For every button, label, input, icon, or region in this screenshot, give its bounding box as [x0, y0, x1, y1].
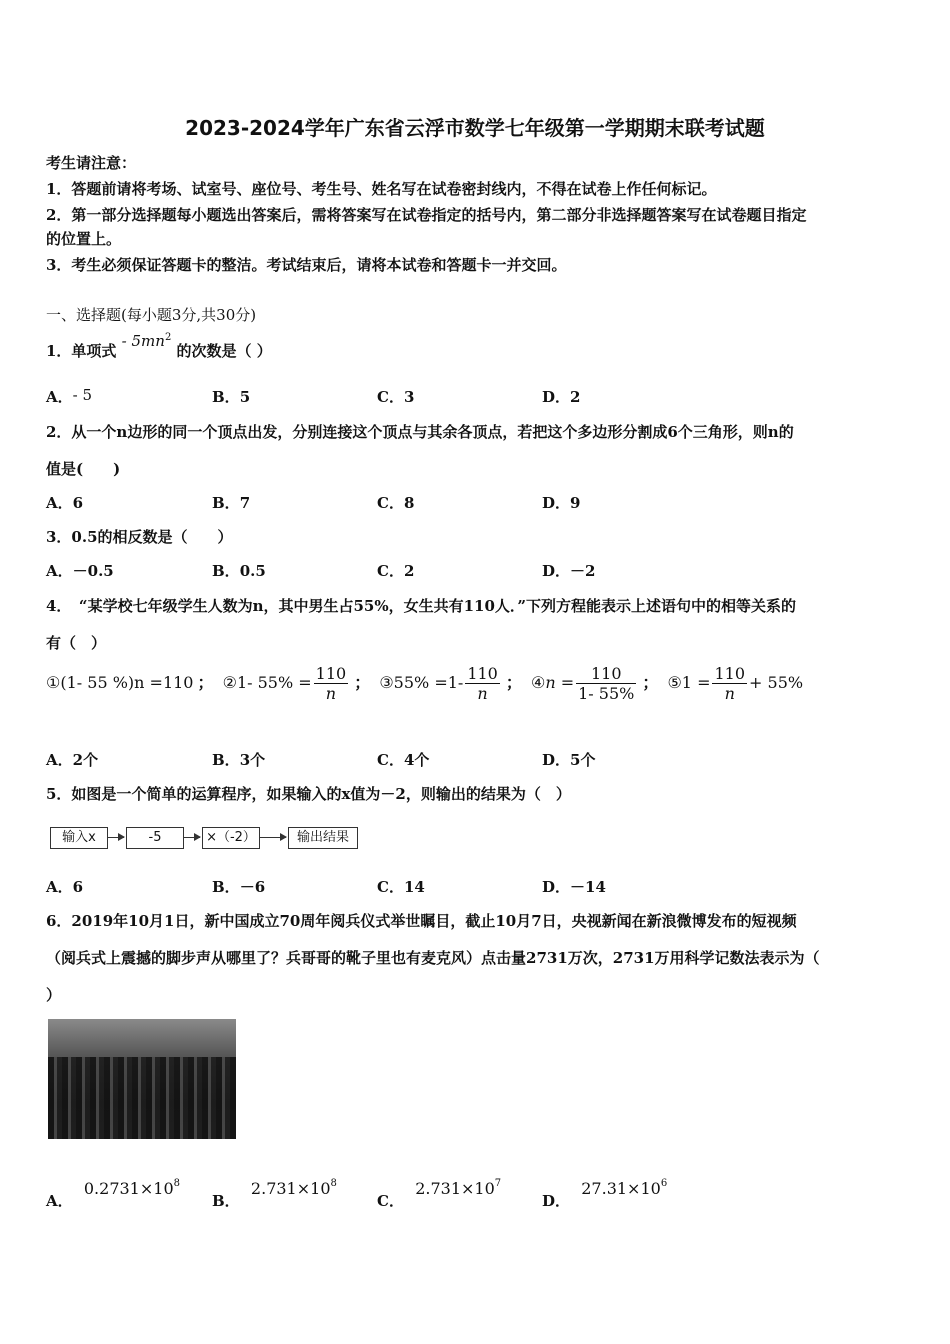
q4-choice-d[interactable] — [542, 749, 595, 770]
choice-value: 6 — [72, 494, 84, 512]
choice-label: A． — [46, 388, 73, 406]
choice-exponent: 7 — [494, 1178, 502, 1189]
choice-value: －2 — [570, 562, 596, 580]
q4-choice-b[interactable] — [212, 749, 265, 770]
fraction-numerator: 110 — [576, 664, 636, 684]
flow-step-1-box: -5 — [126, 827, 184, 849]
choice-value: 7 — [239, 494, 251, 512]
choice-label: A． — [46, 1192, 73, 1210]
choice-label: D． — [542, 388, 571, 406]
separator: ； — [505, 673, 522, 692]
choice-label: B． — [212, 751, 240, 769]
choice-label: C． — [377, 388, 404, 406]
choice-exponent: 8 — [173, 1178, 180, 1189]
q4-equations — [46, 664, 803, 703]
q3-choice-d[interactable] — [542, 560, 595, 581]
choice-value: 3个 — [239, 751, 266, 769]
choice-value: －0.5 — [72, 562, 114, 580]
choice-value: 6 — [72, 878, 84, 896]
choice-base: 27.31×10 — [581, 1179, 661, 1198]
choice-value: 9 — [570, 494, 581, 512]
q2-choice-a[interactable] — [46, 492, 83, 513]
parade-photo — [48, 1019, 236, 1139]
separator: ； — [354, 673, 371, 692]
question-5: 5．如图是一个简单的运算程序，如果输入的x值为－2，则输出的结果为（ ） — [46, 785, 571, 803]
q1-prefix: 1．单项式 — [46, 342, 117, 360]
choice-base: 2.731×10 — [250, 1179, 331, 1198]
flow-step-2-box: ×（-2） — [202, 827, 260, 849]
q3-choice-b[interactable] — [212, 560, 266, 581]
choice-exponent: 6 — [660, 1178, 668, 1189]
flow-output-box: 输出结果 — [288, 827, 358, 849]
eq2-marker: ② — [222, 673, 237, 692]
equation-4-left: n = — [545, 673, 575, 692]
eq3-marker: ③ — [379, 673, 394, 692]
q1-choice-c[interactable] — [377, 386, 414, 407]
choice-label: A． — [46, 562, 73, 580]
choice-label: D． — [542, 878, 571, 896]
q3-choice-c[interactable] — [377, 560, 414, 581]
q1-choice-b[interactable] — [212, 386, 250, 407]
q2-choice-c[interactable] — [377, 492, 414, 513]
q1-choice-d[interactable] — [542, 386, 580, 407]
choice-label: B． — [212, 388, 240, 406]
choice-base: 2.731×10 — [415, 1179, 495, 1198]
q2-choice-b[interactable] — [212, 492, 250, 513]
q1-suffix: 的次数是（ ） — [176, 342, 272, 360]
flow-input-box: 输入x — [50, 827, 108, 849]
equation-1: (1- 55 %)n =110 — [60, 673, 194, 692]
choice-label: A． — [46, 878, 73, 896]
choice-value: 2个 — [72, 751, 99, 769]
flow-arrow-icon — [108, 837, 124, 838]
eq5-marker: ⑤ — [667, 673, 682, 692]
equation-3-left: 55% =1- — [393, 673, 464, 692]
choice-value: 4个 — [403, 751, 430, 769]
choice-label: D． — [542, 1192, 571, 1210]
eq4-marker: ④ — [530, 673, 546, 692]
q1-expression: - 5mn — [121, 332, 165, 350]
q6-choice-d[interactable] — [542, 1178, 668, 1210]
fraction-numerator: 110 — [714, 664, 746, 683]
equation-2-fraction — [314, 664, 349, 703]
flow-arrow-icon — [184, 837, 200, 838]
equation-4-fraction — [576, 664, 636, 703]
equation-2-left: 1- 55% = — [236, 673, 312, 692]
choice-label: C． — [377, 562, 404, 580]
photo-sky — [48, 1019, 236, 1057]
question-2-line-1: 2．从一个n边形的同一个顶点出发，分别连接这个顶点与其余各顶点，若把这个多边形分割成6个三角形，则n的 — [46, 423, 794, 441]
question-6-line-3: ） — [46, 986, 62, 1004]
choice-value: - 5 — [72, 386, 93, 404]
choice-value: 5个 — [570, 751, 596, 769]
question-6-line-2: （阅兵式上震撼的脚步声从哪里了？兵哥哥的靴子里也有麦克风）点击量2731万次，2731万用科学记数法表示为（ — [46, 949, 820, 967]
q5-choice-d[interactable] — [542, 876, 606, 897]
choice-label: D． — [542, 494, 571, 512]
choice-value: －6 — [239, 878, 266, 896]
choice-value: 14 — [403, 878, 425, 896]
choice-label: B． — [212, 1192, 240, 1210]
fraction-denominator: 1- 55% — [578, 684, 635, 703]
choice-value: 8 — [403, 494, 415, 512]
fraction-numerator: 110 — [315, 664, 347, 683]
question-1 — [46, 332, 272, 361]
choice-label: D． — [542, 751, 571, 769]
q2-choice-d[interactable] — [542, 492, 580, 513]
fraction-numerator: 110 — [467, 664, 498, 683]
fraction-denominator: n — [325, 684, 337, 703]
q4-choice-a[interactable] — [46, 749, 98, 770]
notice-item-2-cont: 的位置上。 — [46, 230, 122, 248]
choice-value: 0.5 — [239, 562, 266, 580]
photo-soldiers — [48, 1057, 236, 1139]
choice-base: 0.2731×10 — [83, 1179, 174, 1198]
choice-value: 2 — [403, 562, 415, 580]
equation-5-left: 1 = — [681, 673, 711, 692]
q1-exponent: 2 — [164, 332, 172, 343]
choice-label: C． — [377, 494, 404, 512]
equation-3-fraction — [465, 664, 500, 703]
notice-item-2: 2．第一部分选择题每小题选出答案后，需将答案写在试卷指定的括号内，第二部分非选择题答案写在试卷题目指定 — [46, 206, 807, 224]
choice-exponent: 8 — [330, 1178, 337, 1189]
question-4-line-1: 4． “某学校七年级学生人数为n，其中男生占55%，女生共有110人．”下列方程能表示上述语句中的相等关系的 — [46, 597, 797, 615]
q6-choice-c[interactable] — [377, 1178, 502, 1210]
choice-label: B． — [212, 562, 240, 580]
choice-label: B． — [212, 494, 240, 512]
separator: ； — [197, 673, 214, 692]
q6-choice-b[interactable] — [212, 1178, 337, 1210]
choice-value: 5 — [239, 388, 251, 406]
question-2-line-2: 值是( ) — [46, 460, 121, 478]
choice-value: 2 — [570, 388, 581, 406]
eq1-marker: ① — [46, 673, 61, 692]
equation-5-right: + 55% — [749, 673, 804, 692]
q5-choice-a[interactable] — [46, 876, 83, 897]
choice-value: 3 — [403, 388, 415, 406]
choice-value: －14 — [570, 878, 606, 896]
q1-choice-a[interactable] — [46, 386, 92, 407]
q5-choice-c[interactable] — [377, 876, 425, 897]
q6-choice-a[interactable] — [46, 1178, 180, 1210]
equation-5-fraction — [712, 664, 747, 703]
notice-heading: 考生请注意： — [46, 154, 137, 172]
fraction-denominator: n — [724, 684, 735, 703]
fraction-denominator: n — [477, 684, 488, 703]
question-3: 3．0.5的相反数是（ ） — [46, 528, 233, 546]
choice-label: C． — [377, 1192, 404, 1210]
choice-label: C． — [377, 878, 404, 896]
page-title: 2023-2024学年广东省云浮市数学七年级第一学期期末联考试题 — [185, 116, 765, 140]
choice-label: C． — [377, 751, 404, 769]
question-6-line-1: 6．2019年10月1日，新中国成立70周年阅兵仪式举世瞩目，截止10月7日，央视新闻在新浪微博发布的短视频 — [46, 912, 797, 930]
choice-label: B． — [212, 878, 240, 896]
notice-item-1: 1．答题前请将考场、试室号、座位号、考生号、姓名写在试卷密封线内，不得在试卷上作任何标记。 — [46, 180, 717, 198]
section-heading: 一、选择题(每小题3分,共30分) — [46, 306, 257, 324]
notice-item-3: 3．考生必须保证答题卡的整洁。考试结束后，请将本试卷和答题卡一并交回。 — [46, 256, 567, 274]
question-4-line-2: 有（ ） — [46, 634, 107, 652]
q5-choice-b[interactable] — [212, 876, 265, 897]
q3-choice-a[interactable] — [46, 560, 114, 581]
q4-choice-c[interactable] — [377, 749, 429, 770]
choice-label: A． — [46, 751, 73, 769]
choice-label: D． — [542, 562, 571, 580]
separator: ； — [642, 673, 659, 692]
choice-label: A． — [46, 494, 73, 512]
flow-arrow-icon — [260, 837, 286, 838]
